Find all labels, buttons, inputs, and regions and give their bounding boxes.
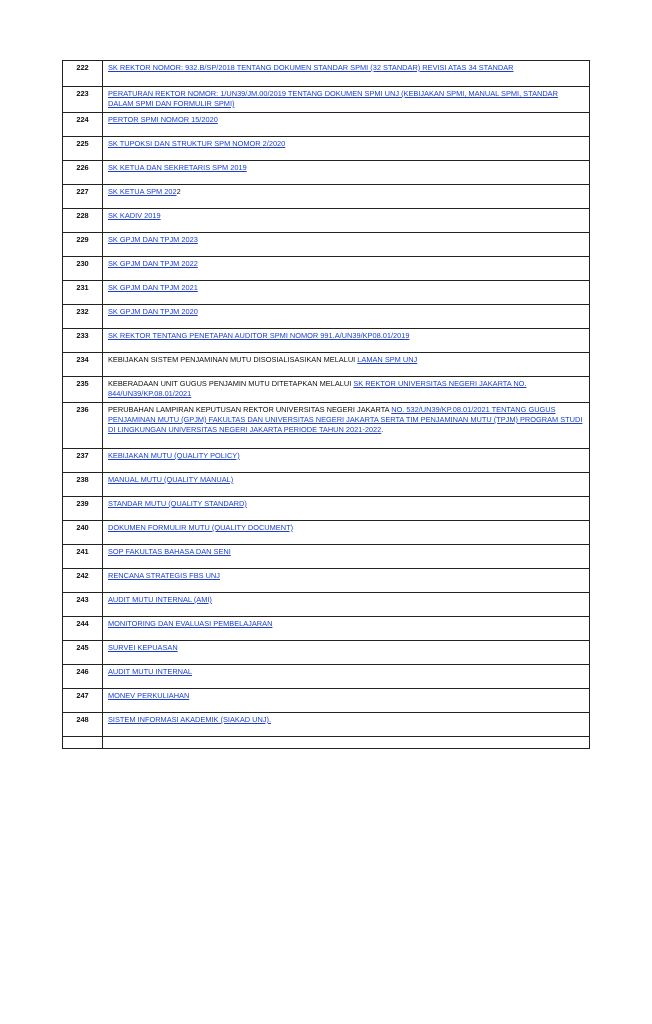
row-number: [63, 713, 103, 737]
table-row: [63, 593, 590, 617]
row-number: [63, 737, 103, 749]
document-cell: [103, 377, 590, 403]
document-link[interactable]: SK GPJM DAN TPJM 2020: [108, 307, 198, 316]
row-number-text: 246: [76, 667, 89, 676]
document-cell: [103, 473, 590, 497]
row-number-text: 238: [76, 475, 89, 484]
table-row: [63, 87, 590, 113]
table-row: [63, 497, 590, 521]
document-cell: [103, 185, 590, 209]
document-cell: [103, 403, 590, 449]
row-number-text: 244: [76, 619, 89, 628]
row-number: [63, 449, 103, 473]
row-number: [63, 281, 103, 305]
row-number: [63, 87, 103, 113]
table-row: [63, 137, 590, 161]
row-number: [63, 61, 103, 87]
document-cell: [103, 61, 590, 87]
document-link[interactable]: SK GPJM DAN TPJM 2023: [108, 235, 198, 244]
document-link[interactable]: SK KETUA DAN SEKRETARIS SPM 2019: [108, 163, 247, 172]
document-cell: [103, 521, 590, 545]
row-number-text: 241: [76, 547, 89, 556]
document-link[interactable]: LAMAN SPM UNJ: [357, 355, 418, 364]
document-cell: [103, 137, 590, 161]
table-row: [63, 185, 590, 209]
row-number: [63, 665, 103, 689]
table-row: [63, 329, 590, 353]
document-link[interactable]: SK REKTOR NOMOR: 932.B/SP/2018 TENTANG DOKUMEN STANDAR SPMI (32 STANDAR) REVISI ATAS 34 STANDAR: [108, 63, 514, 72]
row-number-text: 234: [76, 355, 89, 364]
document-cell: [103, 497, 590, 521]
row-number-text: 239: [76, 499, 89, 508]
table-row: [63, 473, 590, 497]
row-number: [63, 403, 103, 449]
document-link[interactable]: RENCANA STRATEGIS FBS UNJ: [108, 571, 220, 580]
document-link[interactable]: KEBIJAKAN MUTU (QUALITY POLICY): [108, 451, 240, 460]
row-number-text: 228: [76, 211, 89, 220]
row-number: [63, 233, 103, 257]
document-cell: [103, 545, 590, 569]
document-cell: [103, 737, 590, 749]
document-link[interactable]: PERTOR SPMI NOMOR 15/2020: [108, 115, 218, 124]
document-cell: [103, 641, 590, 665]
document-link[interactable]: SOP FAKULTAS BAHASA DAN SENI: [108, 547, 231, 556]
table-row: [63, 449, 590, 473]
table-row: [63, 569, 590, 593]
row-number-text: 247: [76, 691, 89, 700]
document-link[interactable]: DOKUMEN FORMULIR MUTU (QUALITY DOCUMENT): [108, 523, 294, 532]
document-link[interactable]: AUDIT MUTU INTERNAL (AMI): [108, 595, 212, 604]
row-number: [63, 689, 103, 713]
row-number: [63, 185, 103, 209]
table-row: [63, 161, 590, 185]
document-table: [62, 60, 590, 749]
row-number-text: 224: [76, 115, 89, 124]
table-row: [63, 305, 590, 329]
table-row: [63, 113, 590, 137]
document-cell: [103, 87, 590, 113]
row-number: [63, 593, 103, 617]
table-row: [63, 353, 590, 377]
row-number-text: 243: [76, 595, 89, 604]
table-row: [63, 521, 590, 545]
table-row: [63, 545, 590, 569]
row-number-text: 242: [76, 571, 89, 580]
row-number-text: 233: [76, 331, 89, 340]
document-link[interactable]: SISTEM INFORMASI AKADEMIK (SIAKAD UNJ).: [108, 715, 272, 724]
document-link[interactable]: SK GPJM DAN TPJM 2021: [108, 283, 198, 292]
row-number-text: 240: [76, 523, 89, 532]
document-cell: [103, 569, 590, 593]
row-number-text: 237: [76, 451, 89, 460]
row-number-text: 248: [76, 715, 89, 724]
document-cell: [103, 113, 590, 137]
row-number: [63, 329, 103, 353]
document-cell: [103, 233, 590, 257]
document-link[interactable]: SK TUPOKSI DAN STRUKTUR SPM NOMOR 2/2020: [108, 139, 286, 148]
document-link[interactable]: SURVEI KEPUASAN: [108, 643, 178, 652]
row-number: [63, 113, 103, 137]
document-link[interactable]: MONEV PERKULIAHAN: [108, 691, 190, 700]
table-row: [63, 737, 590, 749]
document-cell: [103, 305, 590, 329]
row-number: [63, 377, 103, 403]
row-number-text: 222: [76, 63, 89, 72]
row-number: [63, 353, 103, 377]
document-cell: [103, 449, 590, 473]
document-link[interactable]: SK REKTOR UNIVERSITAS NEGERI JAKARTA NO. 844/UN39/KP.08.01/2021: [108, 379, 527, 398]
row-number-text: 227: [76, 187, 89, 196]
row-number-text: 226: [76, 163, 89, 172]
document-link[interactable]: STANDAR MUTU (QUALITY STANDARD): [108, 499, 247, 508]
document-cell: [103, 665, 590, 689]
document-link[interactable]: MANUAL MUTU (QUALITY MANUAL): [108, 475, 234, 484]
document-link[interactable]: SK KADIV 2019: [108, 211, 161, 220]
table-row: [63, 403, 590, 449]
row-number: [63, 617, 103, 641]
document-link[interactable]: SK KETUA SPM 202: [108, 187, 177, 196]
table-row: [63, 377, 590, 403]
document-text: .: [381, 425, 384, 434]
row-number-text: 236: [76, 405, 89, 414]
document-cell: [103, 353, 590, 377]
table-row: [63, 713, 590, 737]
row-number-text: 245: [76, 643, 89, 652]
row-number: [63, 305, 103, 329]
row-number-text: 235: [76, 379, 89, 388]
table-row: [63, 641, 590, 665]
row-number-text: 230: [76, 259, 89, 268]
row-number: [63, 569, 103, 593]
document-table-body: [63, 61, 590, 749]
document-cell: [103, 713, 590, 737]
document-link[interactable]: PERATURAN REKTOR NOMOR: 1/UN39/JM.00/2019 TENTANG DOKUMEN SPMI UNJ (KEBIJAKAN SPMI, MANUAL SPMI, STANDAR DALAM SPMI DAN FORMULIR SPMI): [108, 89, 558, 108]
document-text: KEBERADAAN UNIT GUGUS PENJAMIN MUTU DITETAPKAN MELALUI: [108, 379, 354, 388]
document-cell: [103, 161, 590, 185]
document-link[interactable]: MONITORING DAN EVALUASI PEMBELAJARAN: [108, 619, 273, 628]
row-number: [63, 497, 103, 521]
table-row: [63, 209, 590, 233]
document-cell: [103, 257, 590, 281]
row-number-text: 223: [76, 89, 89, 98]
row-number: [63, 641, 103, 665]
table-row: [63, 665, 590, 689]
document-cell: [103, 617, 590, 641]
row-number: [63, 137, 103, 161]
document-link[interactable]: NO. 532/UN39/KP.08.01/2021 TENTANG GUGUS PENJAMINAN MUTU (GPJM) FAKULTAS DAN UNIVERSITAS NEGERI JAKARTA SERTA TIM PENJAMINAN MUTU (TPJM) PROGRAM STUDI DI LINGKUNGAN UNIVERSITAS NEGERI JAKARTA PERIODE TAHUN 2021-2022: [108, 405, 583, 434]
row-number: [63, 209, 103, 233]
row-number-text: 232: [76, 307, 89, 316]
document-cell: [103, 281, 590, 305]
document-cell: [103, 593, 590, 617]
table-row: [63, 281, 590, 305]
document-link[interactable]: SK REKTOR TENTANG PENETAPAN AUDITOR SPMI NOMOR 991.A/UN39/KP08.01/2019: [108, 331, 410, 340]
row-number-text: 225: [76, 139, 89, 148]
row-number: [63, 545, 103, 569]
document-text: KEBIJAKAN SISTEM PENJAMINAN MUTU DISOSIALISASIKAN MELALUI: [108, 355, 358, 364]
document-text: PERUBAHAN LAMPIRAN KEPUTUSAN REKTOR UNIVERSITAS NEGERI JAKARTA: [108, 405, 392, 414]
table-row: [63, 61, 590, 87]
table-row: [63, 233, 590, 257]
document-text: 2: [176, 187, 181, 196]
document-cell: [103, 209, 590, 233]
document-cell: [103, 329, 590, 353]
row-number: [63, 257, 103, 281]
row-number-text: 231: [76, 283, 89, 292]
row-number-text: 229: [76, 235, 89, 244]
table-row: [63, 689, 590, 713]
document-link[interactable]: SK GPJM DAN TPJM 2022: [108, 259, 198, 268]
table-row: [63, 257, 590, 281]
row-number: [63, 521, 103, 545]
document-cell: [103, 689, 590, 713]
table-row: [63, 617, 590, 641]
row-number: [63, 473, 103, 497]
row-number: [63, 161, 103, 185]
document-link[interactable]: AUDIT MUTU INTERNAL: [108, 667, 193, 676]
